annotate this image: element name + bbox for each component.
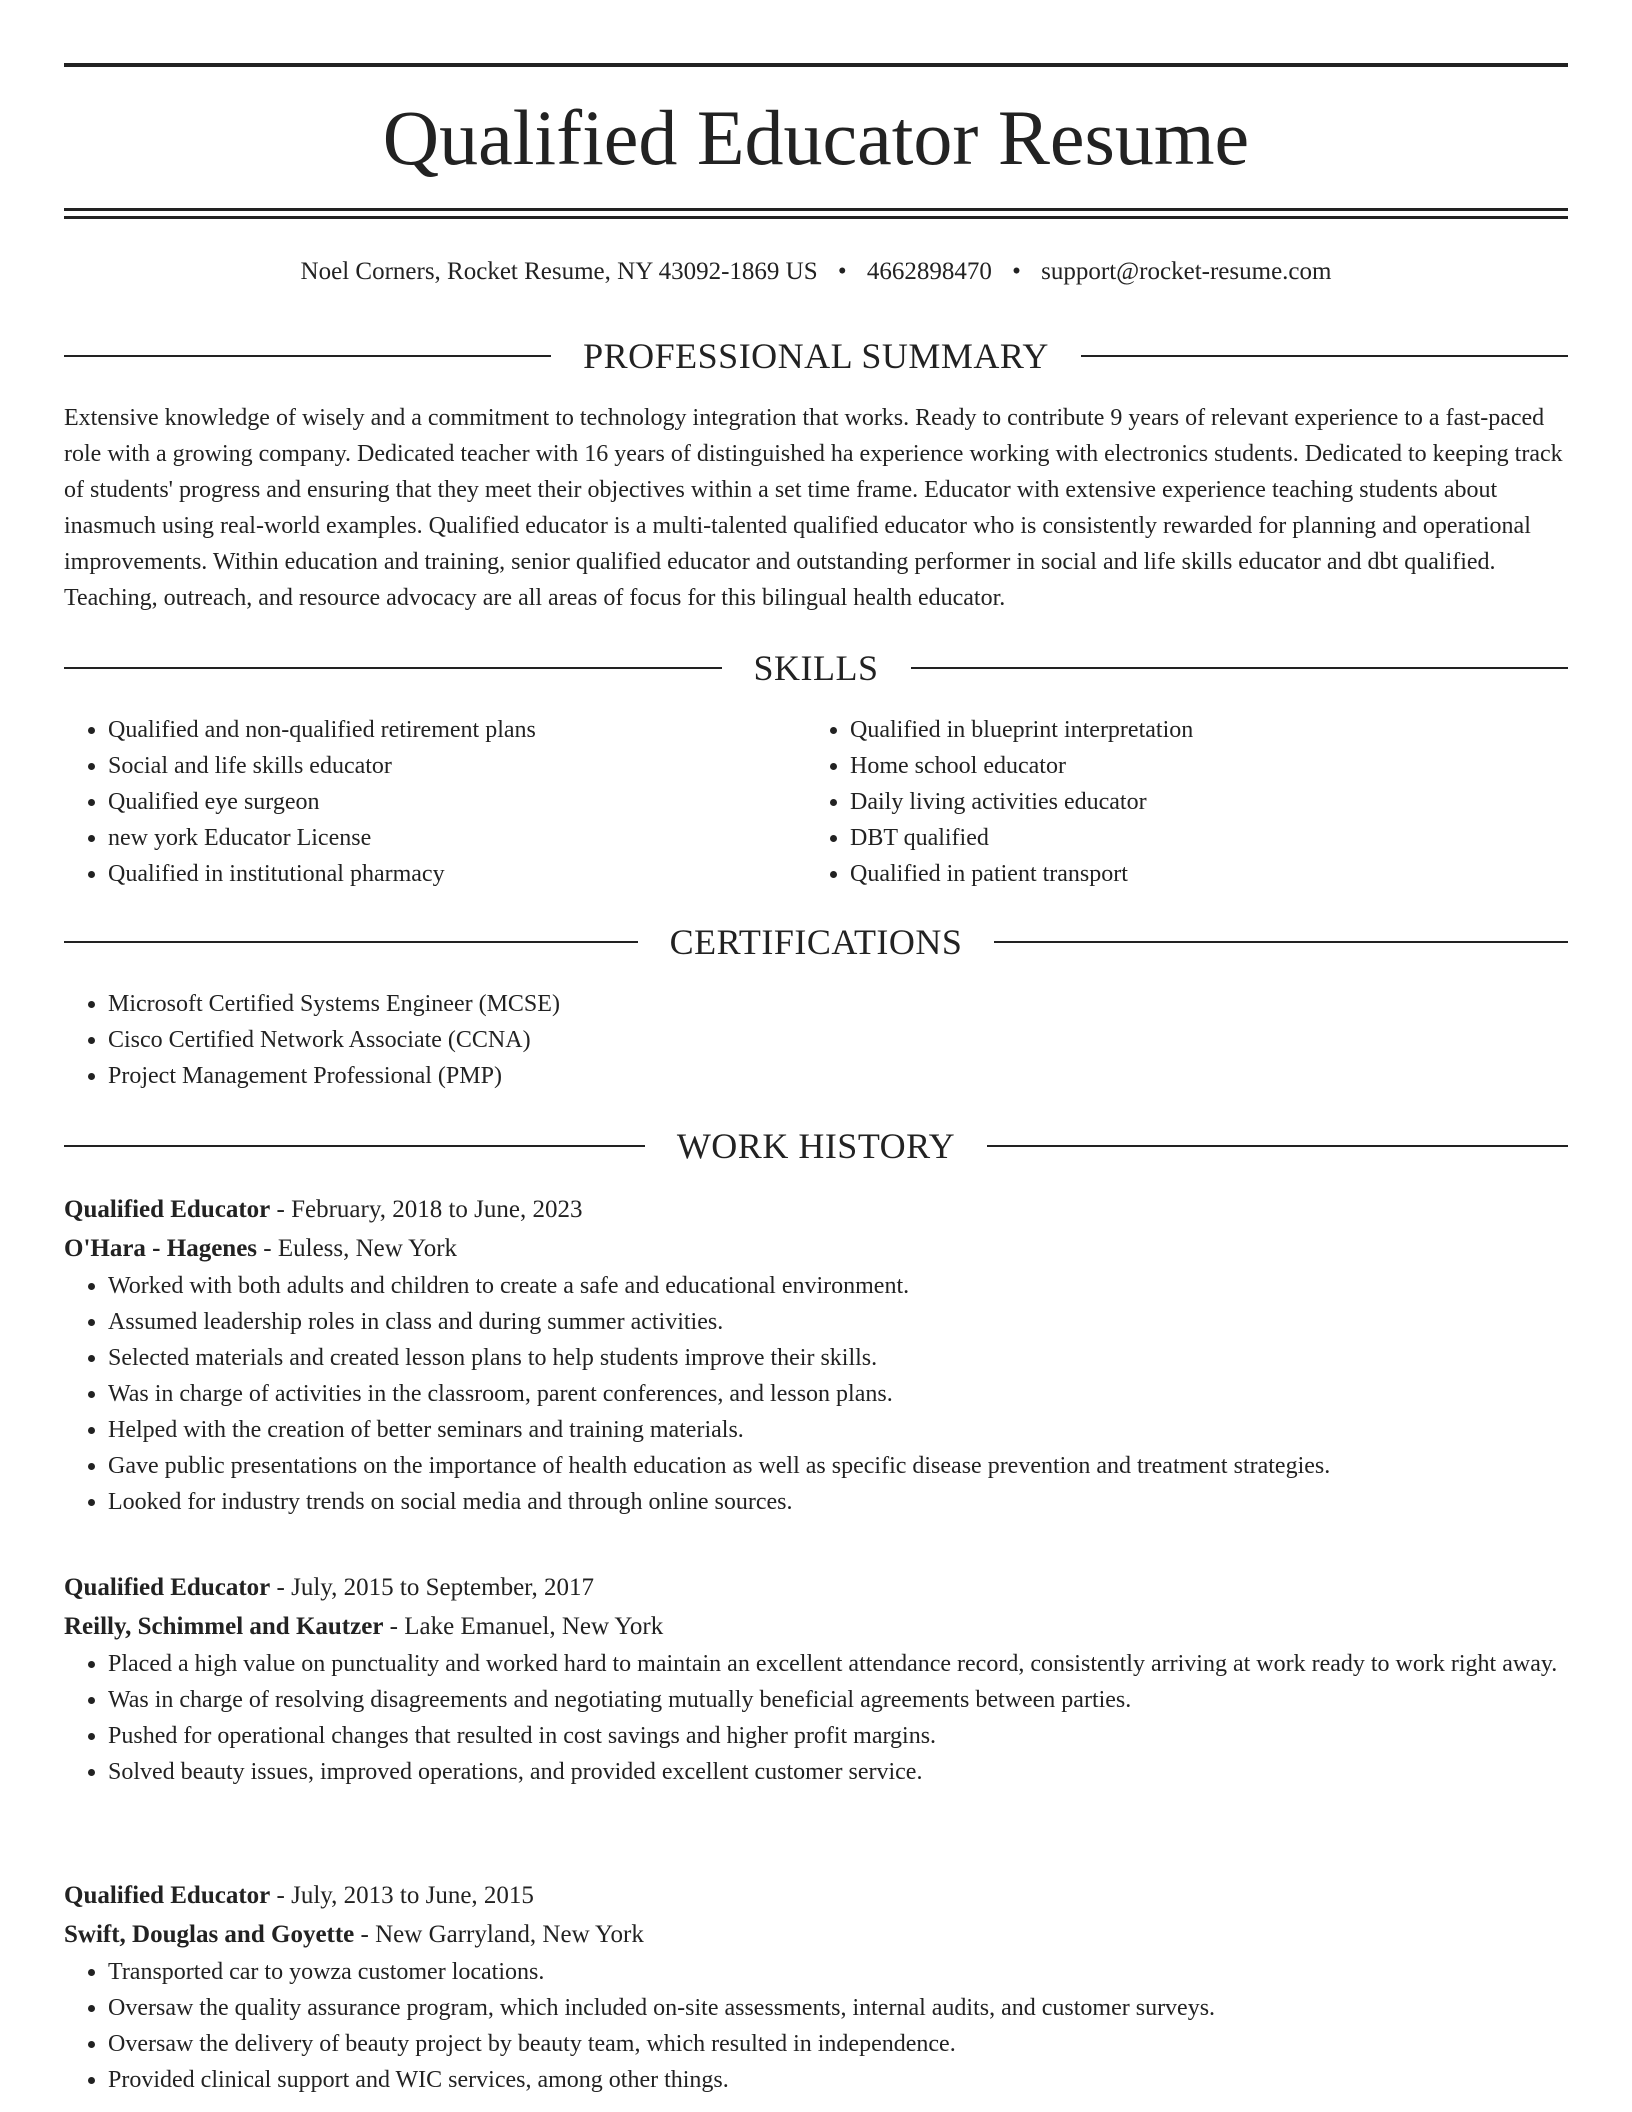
- heading-rule: [64, 941, 638, 943]
- job-title: Qualified Educator: [64, 1574, 271, 1601]
- skill-item: • Qualified eye surgeon: [108, 784, 764, 820]
- job-duties: [64, 1954, 1568, 2098]
- skill-item: • Daily living activities educator: [850, 784, 1506, 820]
- job-title: Qualified Educator: [64, 1196, 271, 1223]
- job-company: Swift, Douglas and Goyette: [64, 1921, 355, 1948]
- page-title: Qualified Educator Resume: [382, 94, 1250, 181]
- job-duty: • Assumed leadership roles in class and during summer activities.: [108, 1304, 1568, 1340]
- skills-heading-label: SKILLS: [753, 648, 879, 688]
- job-company-line: [64, 1229, 1568, 1268]
- job-dates: - February, 2018 to June, 2023: [270, 1196, 583, 1223]
- heading-rule: [994, 941, 1568, 943]
- job-duty: • Was in charge of activities in the classroom, parent conferences, and lesson plans.: [108, 1376, 1568, 1412]
- job-duty: • Looked for industry trends on social media and through online sources.: [108, 1484, 1568, 1520]
- job-duty: • Gave public presentations on the importance of health education as well as specific disease prevention and treatment strategies.: [108, 1448, 1568, 1484]
- certification-item: • Project Management Professional (PMP): [108, 1058, 1568, 1094]
- certifications-heading-label: CERTIFICATIONS: [669, 922, 963, 962]
- job-entry: [64, 1876, 1568, 2098]
- contact-separator: •: [1012, 258, 1021, 285]
- job-duty: • Solved beauty issues, improved operations, and provided excellent customer service.: [108, 1754, 1568, 1790]
- skill-item: • Qualified in blueprint interpretation: [850, 712, 1506, 748]
- job-title: Qualified Educator: [64, 1882, 271, 1909]
- skill-item: • Home school educator: [850, 748, 1506, 784]
- job-duty: • Transported car to yowza customer locations.: [108, 1954, 1568, 1990]
- contact-phone: 4662898470: [866, 258, 992, 285]
- contact-line: [64, 254, 1568, 290]
- skill-item: • new york Educator License: [108, 820, 764, 856]
- job-company-line: [64, 1915, 1568, 1954]
- heading-rule: [1081, 355, 1568, 357]
- job-location: - New Garryland, New York: [354, 1921, 644, 1948]
- heading-rule: [987, 1145, 1568, 1147]
- skill-item: • DBT qualified: [850, 820, 1506, 856]
- skill-item: • Social and life skills educator: [108, 748, 764, 784]
- job-dates: - July, 2013 to June, 2015: [270, 1882, 534, 1909]
- summary-text: Extensive knowledge of wisely and a commitment to technology integration that works. Ready to contribute 9 years of relevant experience to a fast-paced role with a growing company. Dedicated teacher with 16 years of distinguished ha experience working with electronics students. Dedicated to keeping track of students' progress and ensuring that they meet their objectives within a set time frame. Educator with extensive experience teaching students about inasmuch using real-world examples. Qualified educator is a multi-talented qualified educator who is consistently rewarded for planning and operational improvements. Within education and training, senior qualified educator and outstanding performer in social and life skills educator and dbt qualified. Teaching, outreach, and resource advocacy are all areas of focus for this bilingual health educator.: [64, 405, 1563, 611]
- job-dates: - July, 2015 to September, 2017: [270, 1574, 594, 1601]
- skills-heading: [64, 646, 1568, 690]
- skills-right-column: [806, 712, 1506, 892]
- skill-item: • Qualified in patient transport: [850, 856, 1506, 892]
- job-duty: • Pushed for operational changes that resulted in cost savings and higher profit margins.: [108, 1718, 1568, 1754]
- heading-rule: [64, 355, 551, 357]
- top-rule: [64, 63, 1568, 67]
- certifications-list: [64, 986, 1568, 1094]
- title-double-rule: [64, 208, 1568, 219]
- skill-item: • Qualified in institutional pharmacy: [108, 856, 764, 892]
- job-company-line: [64, 1607, 1568, 1646]
- job-company: Reilly, Schimmel and Kautzer: [64, 1613, 384, 1640]
- job-company: O'Hara - Hagenes: [64, 1235, 258, 1262]
- contact-email: support@rocket-resume.com: [1041, 258, 1332, 285]
- heading-rule: [64, 1145, 645, 1147]
- job-duty: • Was in charge of resolving disagreements and negotiating mutually beneficial agreements between parties.: [108, 1682, 1568, 1718]
- skills-left-column: [64, 712, 764, 892]
- job-duties: [64, 1646, 1568, 1790]
- job-entry: [64, 1568, 1568, 1790]
- job-duty: • Placed a high value on punctuality and worked hard to maintain an excellent attendance record, consistently arriving at work ready to work right away.: [108, 1646, 1568, 1682]
- job-entry: [64, 1190, 1568, 1520]
- job-duty: • Helped with the creation of better seminars and training materials.: [108, 1412, 1568, 1448]
- heading-rule: [911, 667, 1569, 669]
- job-title-line: [64, 1568, 1568, 1607]
- certifications-heading: [64, 920, 1568, 964]
- heading-rule: [64, 667, 722, 669]
- job-location: - Lake Emanuel, New York: [383, 1613, 664, 1640]
- job-duty: • Selected materials and created lesson plans to help students improve their skills.: [108, 1340, 1568, 1376]
- certification-item: • Microsoft Certified Systems Engineer (MCSE): [108, 986, 1568, 1022]
- contact-separator: •: [837, 258, 847, 285]
- job-duty: • Oversaw the delivery of beauty project by beauty team, which resulted in independence.: [108, 2026, 1568, 2062]
- skill-item: • Qualified and non-qualified retirement plans: [108, 712, 764, 748]
- job-title-line: [64, 1876, 1568, 1915]
- summary-heading-label: PROFESSIONAL SUMMARY: [583, 336, 1049, 376]
- work-history-heading-label: WORK HISTORY: [676, 1126, 956, 1166]
- work-history-heading: [64, 1124, 1568, 1168]
- certification-item: • Cisco Certified Network Associate (CCNA): [108, 1022, 1568, 1058]
- job-duty: • Oversaw the quality assurance program, which included on-site assessments, internal audits, and customer surveys.: [108, 1990, 1568, 2026]
- contact-address: Noel Corners, Rocket Resume, NY 43092-1869 US: [300, 258, 818, 285]
- job-duties: [64, 1268, 1568, 1520]
- job-duty: • Provided clinical support and WIC services, among other things.: [108, 2062, 1568, 2098]
- job-duty: • Worked with both adults and children to create a safe and educational environment.: [108, 1268, 1568, 1304]
- job-location: - Euless, New York: [257, 1235, 458, 1262]
- job-title-line: [64, 1190, 1568, 1229]
- summary-heading: [64, 334, 1568, 378]
